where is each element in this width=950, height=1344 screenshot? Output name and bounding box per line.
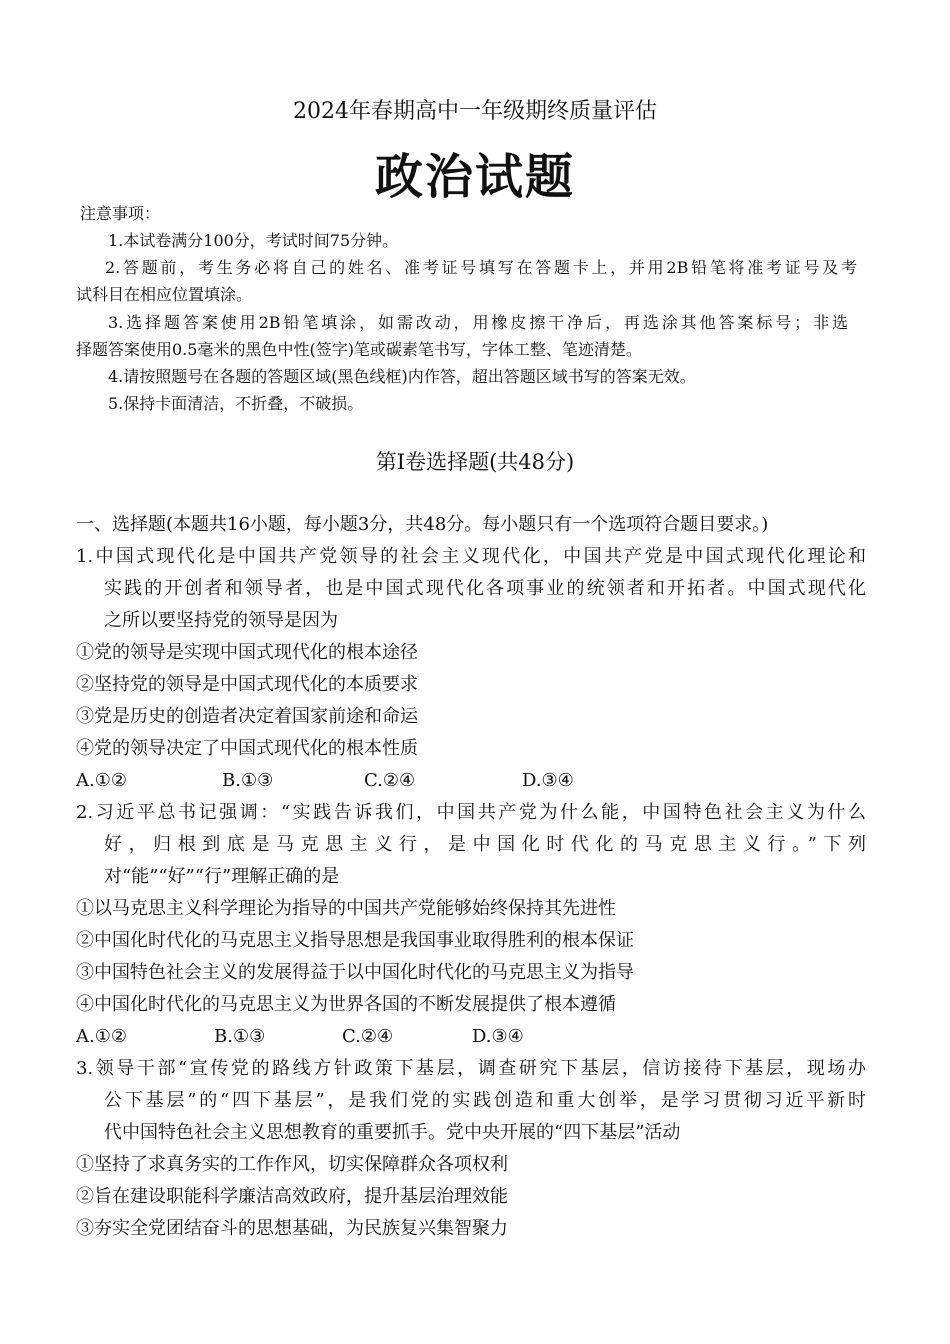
question-2-option-d: D.③④ <box>472 1026 524 1047</box>
question-1-statement: ①党的领导是实现中国式现代化的根本途径 <box>76 642 418 663</box>
question-2-statement: ②中国化时代化的马克思主义指导思想是我国事业取得胜利的根本保证 <box>76 930 634 951</box>
notice-item: 1.本试卷满分100分，考试时间75分钟。 <box>108 231 399 250</box>
question-3-statement: ③夯实全党团结奋斗的思想基础，为民族复兴集智聚力 <box>76 1218 508 1239</box>
question-2-line: 好，归根到底是马克思主义行，是中国化时代化的马克思主义行。”下列 <box>104 834 866 855</box>
notice-item: 4.请按照题号在各题的答题区域(黑色线框)内作答，超出答题区域书写的答案无效。 <box>108 367 696 386</box>
question-1-option-d: D.③④ <box>522 770 574 791</box>
question-2-line: 对“能”“好”“行”理解正确的是 <box>104 866 340 887</box>
question-2-statement: ③中国特色社会主义的发展得益于以中国化时代化的马克思主义为指导 <box>76 962 634 983</box>
question-1-statement: ③党是历史的创造者决定着国家前途和命运 <box>76 706 418 727</box>
question-3-statement: ②旨在建设职能科学廉洁高效政府，提升基层治理效能 <box>76 1186 508 1207</box>
question-2-option-c: C.②④ <box>342 1026 394 1047</box>
question-2-option-b: B.①③ <box>214 1026 266 1047</box>
question-3-line: 代中国特色社会主义思想教育的重要抓手。党中央开展的“四下基层”活动 <box>104 1122 681 1143</box>
question-1-option-a: A.①② <box>76 770 127 791</box>
section-title: 第Ⅰ卷选择题(共48分) <box>375 450 575 474</box>
question-1-line: 实践的开创者和领导者，也是中国式现代化各项事业的统领者和开拓者。中国式现代化 <box>104 578 866 599</box>
section-instructions: 一、选择题(本题共16小题，每小题3分，共48分。每小题只有一个选项符合题目要求。) <box>76 514 769 535</box>
question-2-line: 2.习近平总书记强调：“实践告诉我们，中国共产党为什么能，中国特色社会主义为什么 <box>76 802 866 823</box>
question-2-statement: ①以马克思主义科学理论为指导的中国共产党能够始终保持其先进性 <box>76 898 616 919</box>
question-1-option-b: B.①③ <box>222 770 274 791</box>
exam-subtitle: 2024年春期高中一年级期终质量评估 <box>293 99 657 124</box>
question-2-option-a: A.①② <box>76 1026 127 1047</box>
notice-item: 3.选择题答案使用2B铅笔填涂，如需改动，用橡皮擦干净后，再选涂其他答案标号；非选 <box>108 313 848 332</box>
question-1-option-c: C.②④ <box>364 770 416 791</box>
question-3-line: 公下基层”的“四下基层”，是我们党的实践创造和重大创举，是学习贯彻习近平新时 <box>104 1090 866 1111</box>
question-3-line: 3.领导干部“宣传党的路线方针政策下基层，调查研究下基层，信访接待下基层，现场办 <box>76 1058 866 1079</box>
question-1-line: 之所以要坚持党的领导是因为 <box>104 610 338 631</box>
notice-item: 试科目在相应位置填涂。 <box>76 285 253 304</box>
question-3-statement: ①坚持了求真务实的工作作风，切实保障群众各项权利 <box>76 1154 508 1175</box>
notice-item: 择题答案使用0.5毫米的黑色中性(签字)笔或碳素笔书写，字体工整、笔迹清楚。 <box>76 340 642 359</box>
notice-heading: 注意事项： <box>80 204 161 223</box>
exam-title: 政治试题 <box>374 149 575 205</box>
notice-item: 5.保持卡面清洁，不折叠，不破损。 <box>108 394 364 413</box>
question-1-statement: ②坚持党的领导是中国式现代化的本质要求 <box>76 674 418 695</box>
question-1-statement: ④党的领导决定了中国式现代化的根本性质 <box>76 738 418 759</box>
question-2-statement: ④中国化时代化的马克思主义为世界各国的不断发展提供了根本遵循 <box>76 994 616 1015</box>
question-1-line: 1.中国式现代化是中国共产党领导的社会主义现代化，中国共产党是中国式现代化理论和 <box>76 546 866 567</box>
notice-item: 2.答题前，考生务必将自己的姓名、准考证号填写在答题卡上，并用2B铅笔将准考证号及考 <box>105 258 857 277</box>
